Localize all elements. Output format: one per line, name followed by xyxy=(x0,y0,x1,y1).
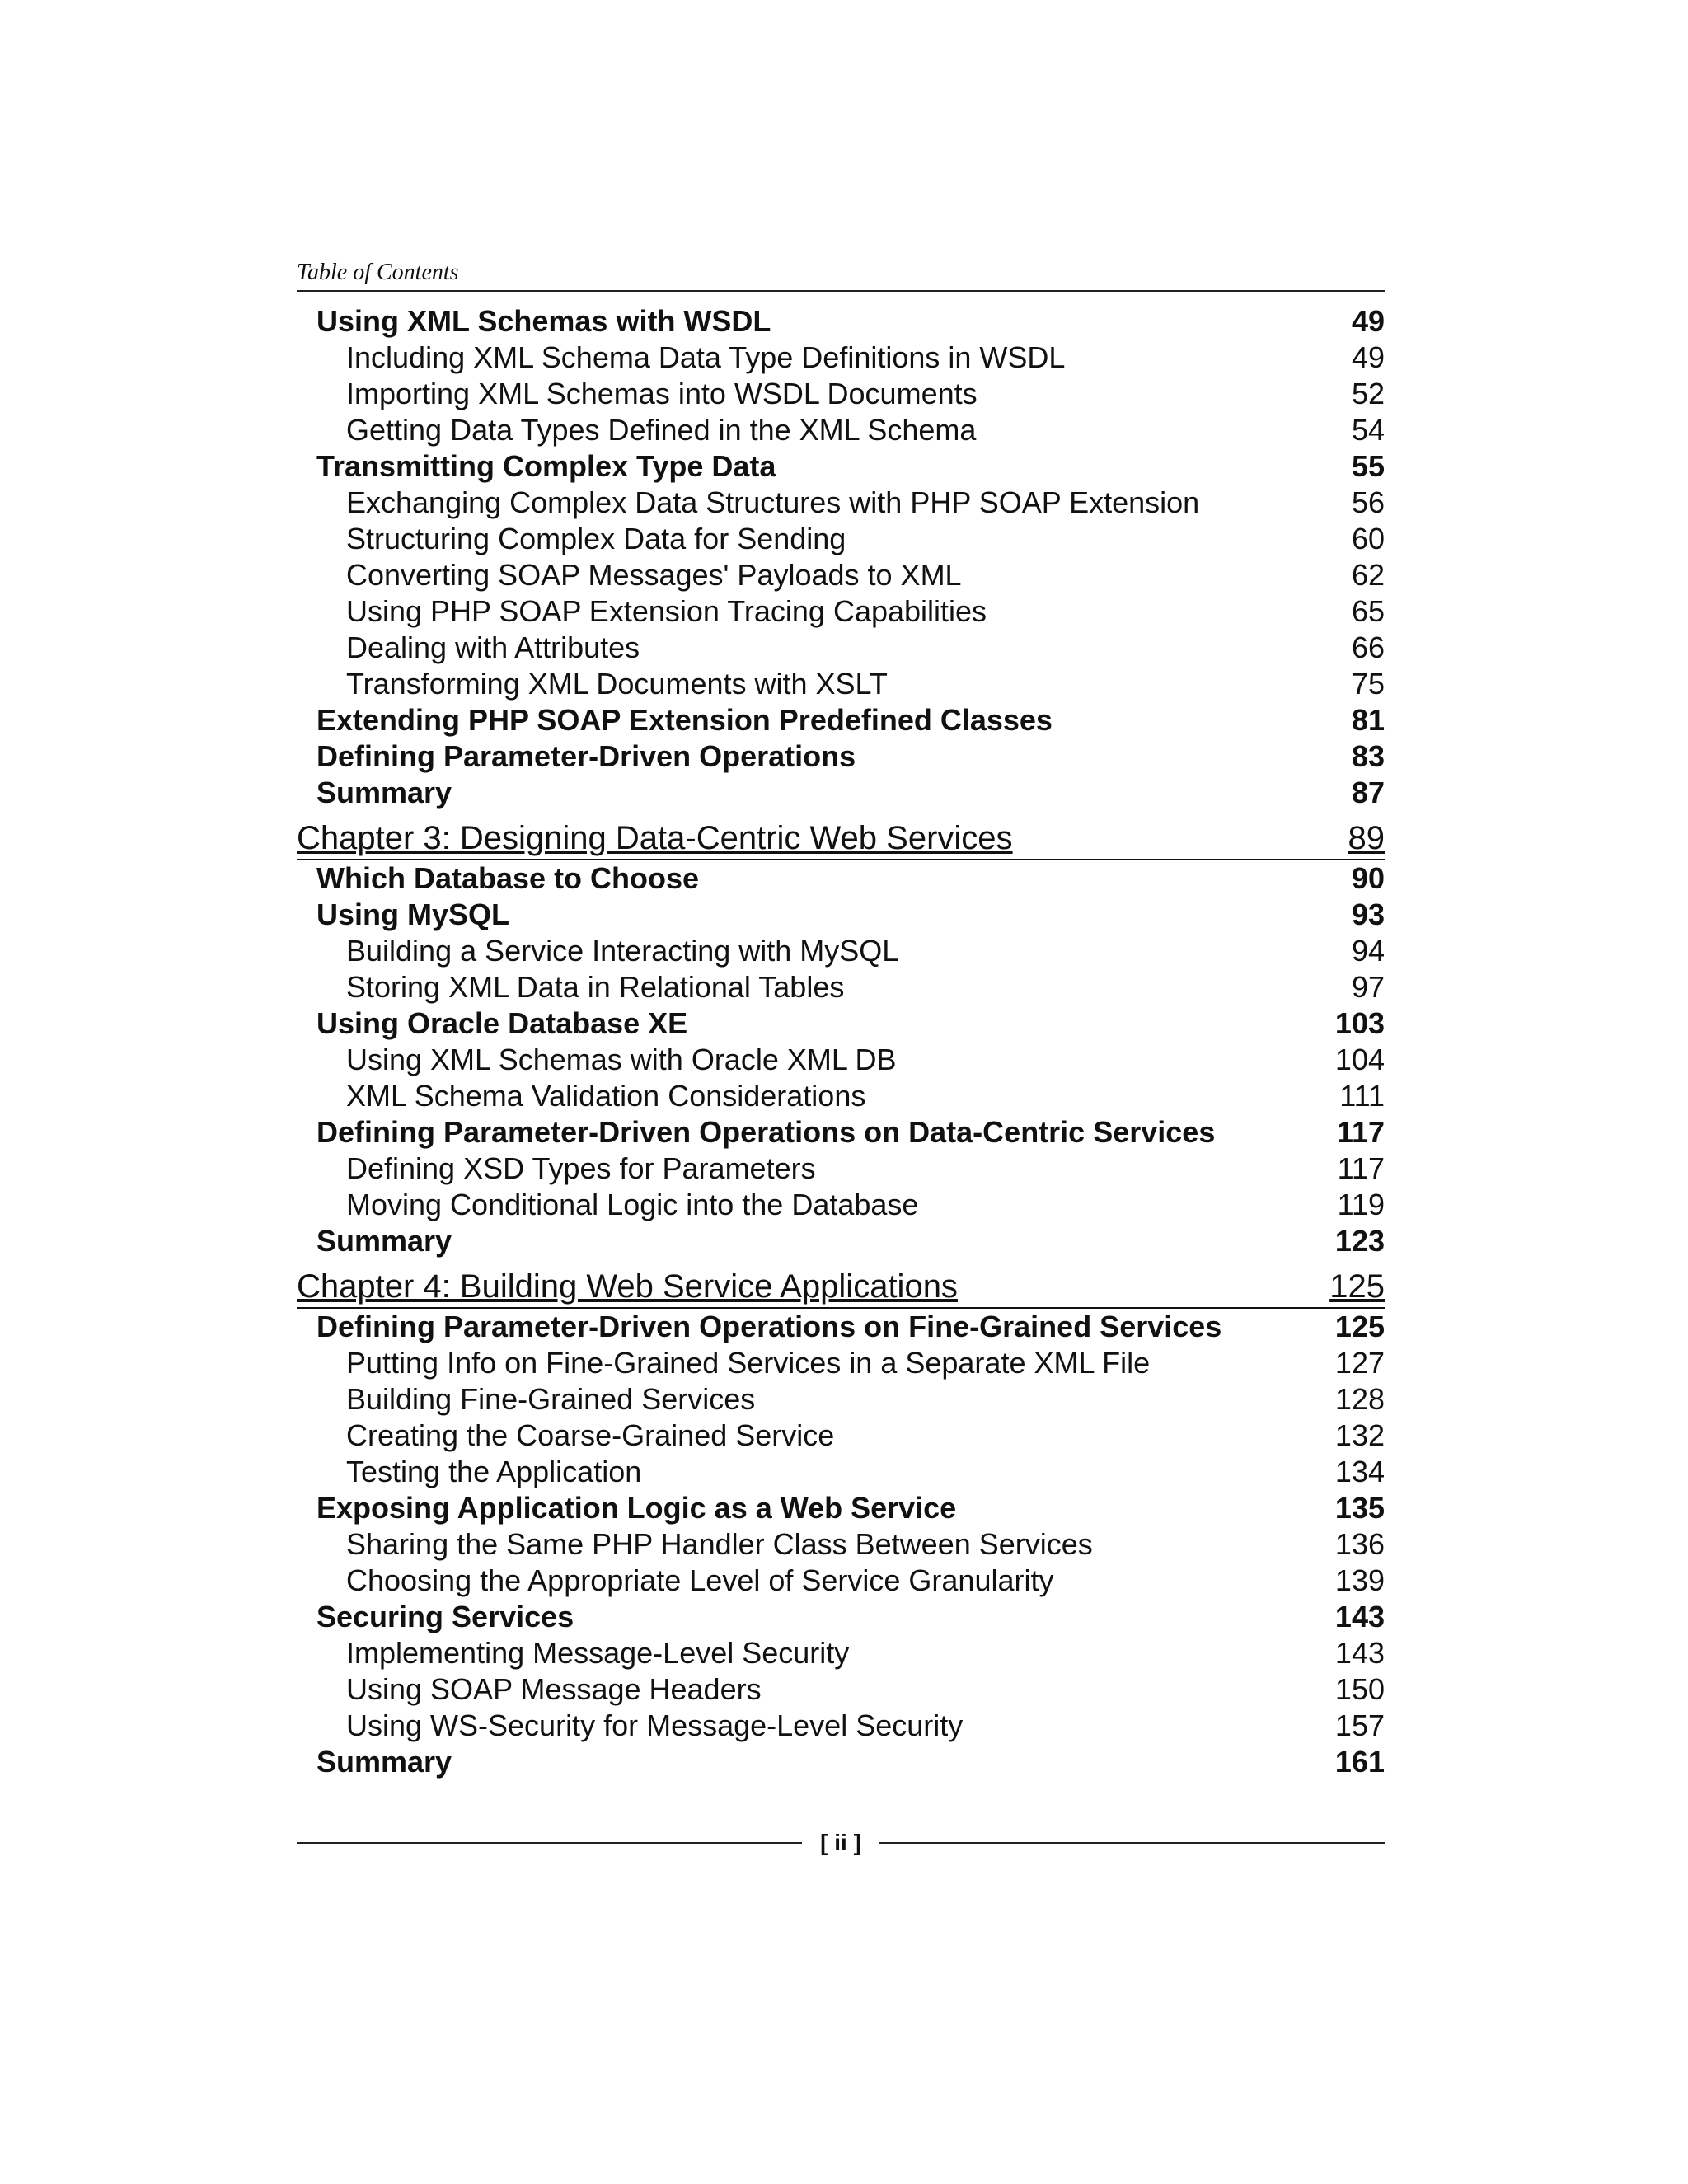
toc-entry-page-number: 161 xyxy=(1334,1745,1385,1779)
toc-subsection-entry[interactable] xyxy=(297,933,1385,969)
toc-section-entry[interactable] xyxy=(297,702,1385,738)
toc-entry-page-number: 81 xyxy=(1351,703,1385,737)
toc-entry-page-number: 143 xyxy=(1334,1600,1385,1633)
toc-entry-page-number: 111 xyxy=(1339,1079,1385,1113)
toc-entry-page-number: 66 xyxy=(1351,630,1385,664)
toc-entry-page-number: 117 xyxy=(1336,1115,1385,1149)
toc-page xyxy=(297,255,1385,1780)
toc-subsection-entry[interactable] xyxy=(297,1671,1385,1708)
toc-entry-page-number: 75 xyxy=(1351,667,1385,701)
toc-section-entry[interactable] xyxy=(297,303,1385,340)
toc-entry-title: Securing Services xyxy=(316,1600,574,1633)
toc-entry-title: Building Fine-Grained Services xyxy=(346,1382,756,1416)
toc-subsection-entry[interactable] xyxy=(297,1635,1385,1671)
page-number: [ ii ] xyxy=(820,1830,861,1855)
toc-entry-title: Sharing the Same PHP Handler Class Between Services xyxy=(346,1527,1093,1561)
toc-subsection-entry[interactable] xyxy=(297,557,1385,593)
toc-entry-title: Chapter 4: Building Web Service Applications xyxy=(297,1268,958,1305)
toc-entry-page-number: 150 xyxy=(1334,1672,1385,1706)
toc-entry-page-number: 89 xyxy=(1348,820,1385,856)
toc-entry-page-number: 136 xyxy=(1334,1527,1385,1561)
toc-entry-page-number: 83 xyxy=(1351,739,1385,773)
toc-subsection-entry[interactable] xyxy=(297,376,1385,412)
toc-entry-title: Defining Parameter-Driven Operations xyxy=(316,739,856,773)
toc-entry-page-number: 143 xyxy=(1334,1636,1385,1670)
toc-entry-title: Converting SOAP Messages' Payloads to XML xyxy=(346,558,962,592)
toc-entry-title: Summary xyxy=(316,1224,452,1258)
toc-entry-page-number: 49 xyxy=(1351,304,1385,338)
toc-entry-title: Structuring Complex Data for Sending xyxy=(346,522,846,555)
toc-entry-page-number: 103 xyxy=(1334,1006,1385,1040)
toc-entry-page-number: 52 xyxy=(1351,377,1385,410)
toc-entry-page-number: 104 xyxy=(1334,1043,1385,1076)
toc-entry-page-number: 117 xyxy=(1337,1151,1385,1185)
toc-entry-title: Importing XML Schemas into WSDL Documents xyxy=(346,377,978,410)
toc-entry-title: Choosing the Appropriate Level of Service Granularity xyxy=(346,1563,1054,1597)
running-header: Table of Contents xyxy=(297,255,1385,292)
toc-entry-title: Exposing Application Logic as a Web Service xyxy=(316,1491,957,1525)
toc-entry-page-number: 60 xyxy=(1351,522,1385,555)
toc-section-entry[interactable] xyxy=(297,1309,1385,1345)
toc-entry-page-number: 135 xyxy=(1334,1491,1385,1525)
toc-subsection-entry[interactable] xyxy=(297,1042,1385,1078)
toc-entry-title: Implementing Message-Level Security xyxy=(346,1636,850,1670)
toc-entry-title: Putting Info on Fine-Grained Services in a Separate XML File xyxy=(346,1346,1151,1380)
footer-rule-right xyxy=(879,1842,1385,1844)
toc-subsection-entry[interactable] xyxy=(297,1563,1385,1599)
toc-entry-page-number: 97 xyxy=(1351,970,1385,1004)
toc-entry-title: Summary xyxy=(316,1745,452,1779)
toc-entry-page-number: 90 xyxy=(1351,861,1385,895)
toc-subsection-entry[interactable] xyxy=(297,1418,1385,1454)
toc-entry-title: Defining Parameter-Driven Operations on Fine-Grained Services xyxy=(316,1310,1222,1343)
toc-entry-title: Storing XML Data in Relational Tables xyxy=(346,970,845,1004)
toc-entry-title: Chapter 3: Designing Data-Centric Web Services xyxy=(297,820,1013,856)
toc-section-entry[interactable] xyxy=(297,1114,1385,1151)
toc-entry-title: Using XML Schemas with Oracle XML DB xyxy=(346,1043,897,1076)
toc-entry-page-number: 127 xyxy=(1334,1346,1385,1380)
toc-subsection-entry[interactable] xyxy=(297,1078,1385,1114)
page-footer xyxy=(297,1828,1385,1858)
toc-subsection-entry[interactable] xyxy=(297,485,1385,521)
toc-section-entry[interactable] xyxy=(297,1490,1385,1526)
toc-entry-title: Moving Conditional Logic into the Database xyxy=(346,1188,919,1221)
toc-entry-title: Using WS-Security for Message-Level Security xyxy=(346,1708,964,1742)
toc-subsection-entry[interactable] xyxy=(297,1345,1385,1381)
toc-section-entry[interactable] xyxy=(297,448,1385,485)
toc-entry-page-number: 125 xyxy=(1329,1268,1385,1305)
toc-entry-page-number: 134 xyxy=(1334,1455,1385,1488)
toc-subsection-entry[interactable] xyxy=(297,1454,1385,1490)
toc-chapter-heading[interactable] xyxy=(297,818,1385,860)
toc-entry-page-number: 93 xyxy=(1351,898,1385,931)
toc-entry-title: Using Oracle Database XE xyxy=(316,1006,688,1040)
toc-entry-title: Which Database to Choose xyxy=(316,861,700,895)
toc-subsection-entry[interactable] xyxy=(297,412,1385,448)
table-of-contents xyxy=(297,303,1385,1780)
toc-entry-page-number: 94 xyxy=(1351,934,1385,968)
toc-entry-page-number: 87 xyxy=(1351,776,1385,809)
toc-entry-title: Defining Parameter-Driven Operations on Data-Centric Services xyxy=(316,1115,1216,1149)
toc-subsection-entry[interactable] xyxy=(297,969,1385,1005)
toc-entry-page-number: 119 xyxy=(1337,1188,1385,1221)
footer-rule-left xyxy=(297,1842,802,1844)
toc-section-entry[interactable] xyxy=(297,1744,1385,1780)
toc-entry-page-number: 139 xyxy=(1334,1563,1385,1597)
toc-subsection-entry[interactable] xyxy=(297,1187,1385,1223)
toc-section-entry[interactable] xyxy=(297,1223,1385,1259)
toc-section-entry[interactable] xyxy=(297,1005,1385,1042)
toc-subsection-entry[interactable] xyxy=(297,1151,1385,1187)
toc-entry-title: Exchanging Complex Data Structures with PHP SOAP Extension xyxy=(346,485,1200,519)
toc-subsection-entry[interactable] xyxy=(297,593,1385,630)
toc-entry-page-number: 49 xyxy=(1351,340,1385,374)
toc-subsection-entry[interactable] xyxy=(297,1526,1385,1563)
toc-entry-title: Using SOAP Message Headers xyxy=(346,1672,762,1706)
toc-subsection-entry[interactable] xyxy=(297,521,1385,557)
toc-section-entry[interactable] xyxy=(297,775,1385,811)
toc-entry-page-number: 65 xyxy=(1351,594,1385,628)
toc-entry-title: Summary xyxy=(316,776,452,809)
toc-entry-title: Building a Service Interacting with MySQL xyxy=(346,934,899,968)
toc-section-entry[interactable] xyxy=(297,738,1385,775)
toc-entry-title: Including XML Schema Data Type Definitions in WSDL xyxy=(346,340,1066,374)
toc-chapter-heading[interactable] xyxy=(297,1266,1385,1309)
toc-entry-title: Using XML Schemas with WSDL xyxy=(316,304,771,338)
toc-entry-page-number: 54 xyxy=(1351,413,1385,447)
toc-entry-title: Transforming XML Documents with XSLT xyxy=(346,667,888,701)
toc-subsection-entry[interactable] xyxy=(297,1381,1385,1418)
toc-entry-page-number: 132 xyxy=(1334,1418,1385,1452)
toc-entry-title: Defining XSD Types for Parameters xyxy=(346,1151,816,1185)
toc-entry-title: Creating the Coarse-Grained Service xyxy=(346,1418,835,1452)
toc-entry-title: Testing the Application xyxy=(346,1455,642,1488)
toc-entry-title: Using MySQL xyxy=(316,898,510,931)
toc-entry-page-number: 157 xyxy=(1334,1708,1385,1742)
toc-entry-page-number: 56 xyxy=(1351,485,1385,519)
toc-entry-title: Using PHP SOAP Extension Tracing Capabilities xyxy=(346,594,987,628)
toc-section-entry[interactable] xyxy=(297,897,1385,933)
toc-entry-title: Transmitting Complex Type Data xyxy=(316,449,776,483)
toc-section-entry[interactable] xyxy=(297,1599,1385,1635)
toc-subsection-entry[interactable] xyxy=(297,666,1385,702)
toc-entry-page-number: 55 xyxy=(1351,449,1385,483)
toc-entry-title: Dealing with Attributes xyxy=(346,630,640,664)
toc-entry-page-number: 128 xyxy=(1334,1382,1385,1416)
toc-entry-page-number: 123 xyxy=(1334,1224,1385,1258)
toc-subsection-entry[interactable] xyxy=(297,630,1385,666)
toc-entry-page-number: 62 xyxy=(1351,558,1385,592)
toc-section-entry[interactable] xyxy=(297,860,1385,897)
toc-entry-title: Extending PHP SOAP Extension Predefined Classes xyxy=(316,703,1053,737)
toc-entry-title: XML Schema Validation Considerations xyxy=(346,1079,866,1113)
toc-subsection-entry[interactable] xyxy=(297,1708,1385,1744)
toc-entry-title: Getting Data Types Defined in the XML Schema xyxy=(346,413,977,447)
toc-subsection-entry[interactable] xyxy=(297,340,1385,376)
toc-entry-page-number: 125 xyxy=(1334,1310,1385,1343)
